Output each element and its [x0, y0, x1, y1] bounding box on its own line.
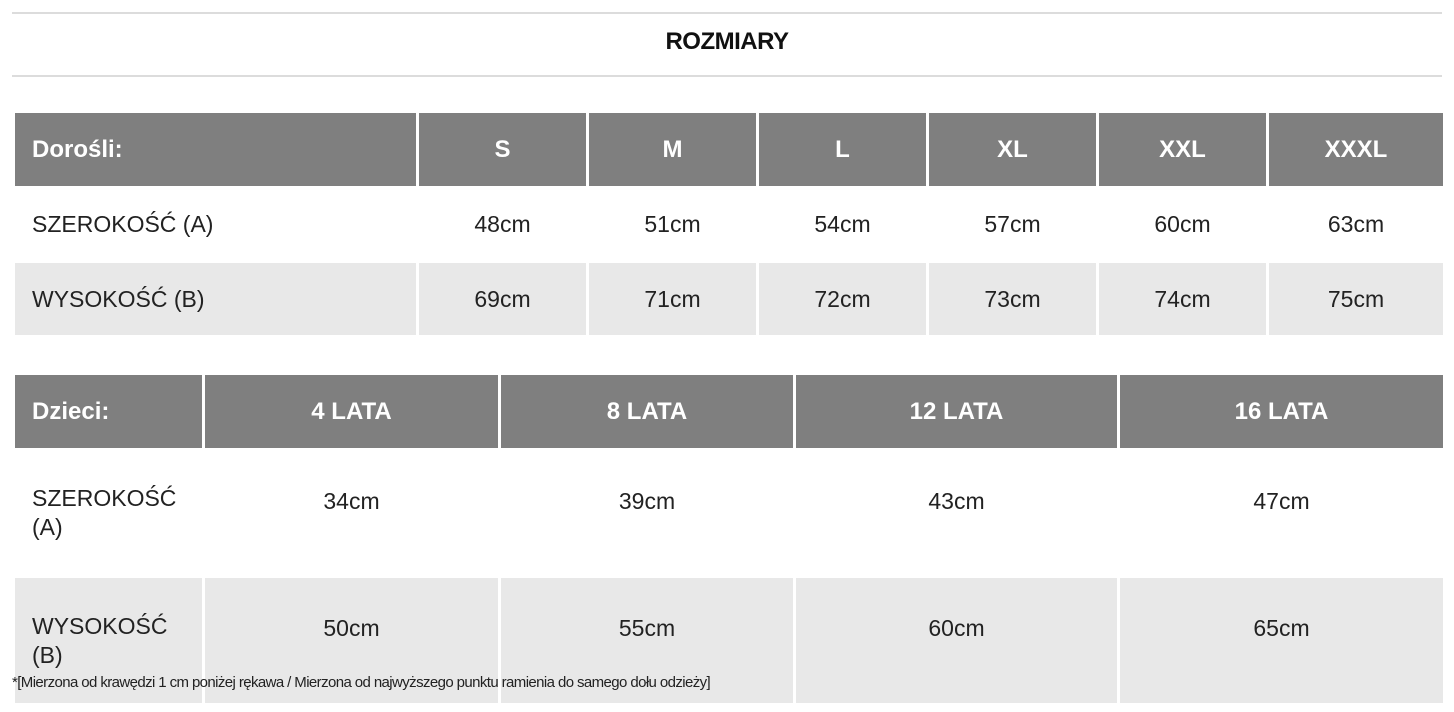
table-cell: 39cm [618, 487, 676, 514]
title-divider [12, 75, 1442, 77]
size-header: 12 LATA [796, 375, 1117, 448]
size-header: 4 LATA [205, 375, 498, 448]
table-header-row [15, 113, 1443, 186]
table-cell: 34cm [323, 487, 380, 514]
table-cell: 55cm [501, 578, 793, 703]
table-header-row [15, 375, 1443, 448]
size-header: S [419, 113, 586, 186]
table-cell: 51cm [644, 211, 701, 237]
table-cell: 43cm [928, 487, 985, 514]
table-row [15, 263, 1443, 335]
adults-header-label: Dorośli: [15, 113, 416, 186]
size-header: XXL [1099, 113, 1266, 186]
table-cell: 75cm [1269, 263, 1443, 335]
table-cell: 60cm [1154, 211, 1211, 237]
size-header: 16 LATA [1120, 375, 1443, 448]
table-cell: 63cm [1327, 211, 1385, 237]
top-divider [12, 12, 1442, 14]
table-cell: 74cm [1099, 263, 1266, 335]
footnote: *[Mierzona od krawędzi 1 cm poniżej rękawa / Mierzona od najwyższego punktu ramienia do samego dołu odzieży] [12, 674, 711, 691]
table-cell: 50cm [205, 578, 498, 703]
kids-size-table [12, 375, 1446, 703]
row-label: WYSOKOŚĆ (B) [15, 263, 416, 335]
adults-size-table [12, 113, 1446, 335]
table-cell: 71cm [589, 263, 756, 335]
table-cell: 65cm [1120, 578, 1443, 703]
table-cell: 72cm [759, 263, 926, 335]
table-cell: 54cm [814, 211, 871, 237]
size-header: 8 LATA [501, 375, 793, 448]
size-header: XXXL [1269, 113, 1443, 186]
table-row [15, 448, 1443, 578]
size-header: M [589, 113, 756, 186]
table-row [15, 186, 1443, 263]
kids-header-label: Dzieci: [15, 375, 202, 448]
row-label: SZEROKOŚĆ (A) [32, 485, 177, 540]
page-title: ROZMIARY [665, 28, 789, 55]
row-label: WYSOKOŚĆ (B) [15, 578, 202, 703]
table-cell: 48cm [474, 211, 531, 237]
table-cell: 60cm [796, 578, 1117, 703]
table-cell: 47cm [1253, 487, 1310, 514]
table-cell: 57cm [984, 211, 1041, 237]
table-cell: 69cm [419, 263, 586, 335]
row-label: SZEROKOŚĆ (A) [32, 211, 214, 237]
size-header: XL [929, 113, 1096, 186]
table-cell: 73cm [929, 263, 1096, 335]
size-header: L [759, 113, 926, 186]
